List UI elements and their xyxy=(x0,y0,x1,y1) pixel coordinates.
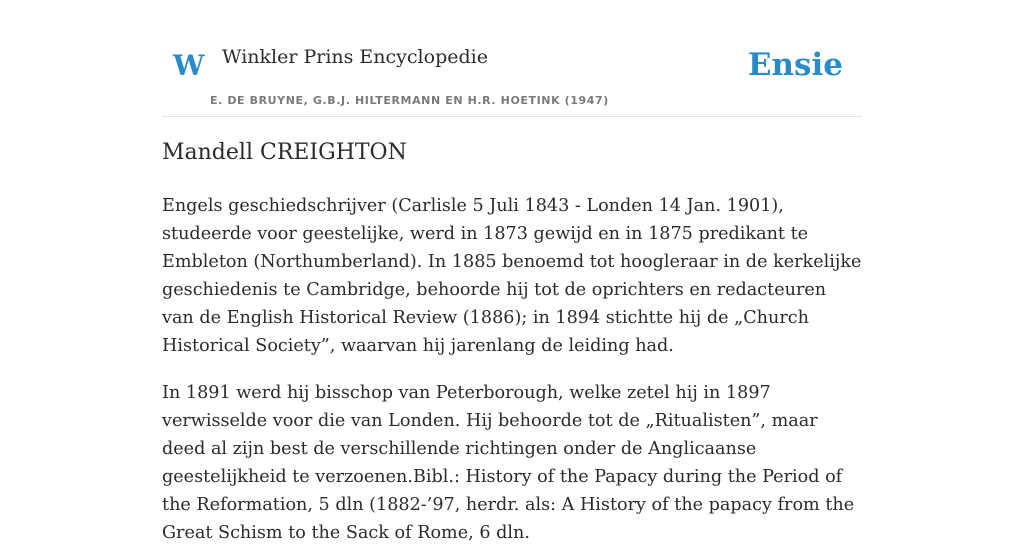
site-header xyxy=(162,0,862,117)
encyclopedia-title[interactable]: Winkler Prins Encyclopedie xyxy=(222,46,488,68)
encyclopedia-authors: E. DE BRUYNE, G.B.J. HILTERMANN EN H.R. HOETINK (1947) xyxy=(210,94,609,107)
article-paragraph-2: In 1891 werd hij bisschop van Peterborough, welke zetel hij in 1897 verwisselde voor die van Londen. Hij behoorde tot de „Ritualisten”, maar deed al zijn best de verschillende richtingen onder de Anglicaanse geestelijkheid te verzoenen.Bibl.: History of the Papacy during the Period of the Reformation, 5 dln (1882-’97, herdr. als: A History of the papacy from the Great Schism to the Sack of Rome, 6 dln. xyxy=(162,383,855,543)
article-paragraph-1: Engels geschiedschrijver (Carlisle 5 Juli 1843 - Londen 14 Jan. 1901), studeerde voor geestelijke, werd in 1873 gewijd en in 1875 predikant te Embleton (Northumberland). In 1885 benoemd tot hoogleraar in de kerkelijke geschiedenis te Cambridge, behoorde hij tot de oprichters en redacteuren van de English Historical Review (1886); in 1894 stichtte hij de „Church Historical Society”, waarvan hij jarenlang de leiding had. xyxy=(162,196,862,356)
ensie-logo[interactable]: Ensie xyxy=(747,47,843,83)
encyclopedia-logo-icon[interactable]: W xyxy=(173,49,205,82)
page-content xyxy=(162,0,862,543)
article-title: Mandell CREIGHTON xyxy=(162,140,407,165)
